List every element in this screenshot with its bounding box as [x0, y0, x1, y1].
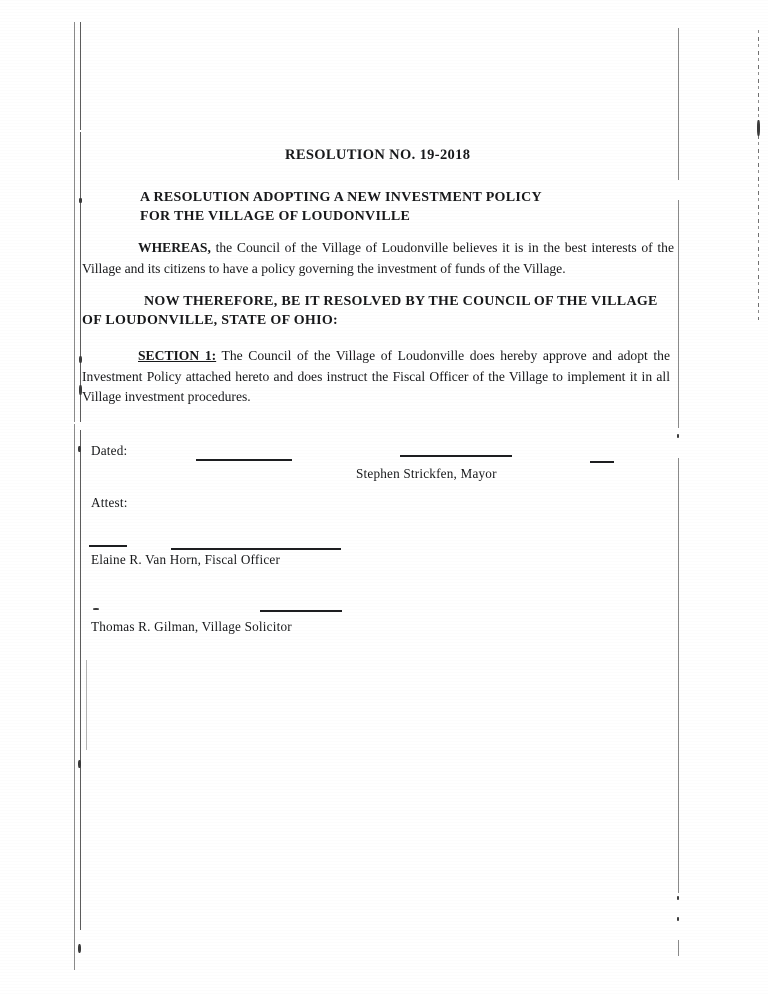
scan-edge-artifact-left-inner-lower	[80, 430, 81, 930]
solicitor-signature-rule	[260, 610, 342, 612]
scan-edge-artifact-left-outer	[74, 22, 75, 422]
section-1-label: SECTION 1:	[138, 348, 217, 363]
dated-label: Dated:	[91, 443, 128, 458]
fiscal-officer-rule-right	[171, 548, 341, 550]
resolve-clause-line-1: NOW THEREFORE, BE IT RESOLVED BY THE COUNCIL OF THE VILLAGE	[144, 294, 658, 309]
section-1-text: The Council of the Village of Loudonville does hereby approve and adopt the Investment Policy attached hereto and does instruct the Fiscal Officer of the Village to implement it in all Village investment procedures.	[82, 348, 670, 404]
mayor-signature-rule	[400, 455, 512, 457]
resolution-heading-line-1: A RESOLUTION ADOPTING A NEW INVESTMENT POLICY	[140, 190, 542, 205]
resolve-clause-line-2: OF LOUDONVILLE, STATE OF OHIO:	[82, 313, 338, 328]
scan-edge-artifact-right-upper	[678, 28, 679, 180]
scan-edge-artifact-right-tail	[678, 690, 679, 893]
scan-speck-left-bottom	[78, 760, 81, 768]
scan-speck-left-footer	[78, 944, 81, 953]
document-body	[82, 0, 678, 994]
solicitor-rule-speck	[93, 608, 99, 610]
resolution-heading-line-2: FOR THE VILLAGE OF LOUDONVILLE	[140, 209, 411, 224]
solicitor-name: Thomas R. Gilman, Village Solicitor	[91, 619, 292, 634]
scan-edge-artifact-right-middle	[678, 200, 679, 428]
scan-edge-artifact-far-right	[758, 30, 759, 320]
whereas-paragraph	[82, 238, 674, 279]
scan-edge-artifact-left-third	[86, 660, 87, 750]
attest-label: Attest:	[91, 495, 128, 510]
scan-speck-left-upper	[79, 198, 82, 203]
scan-speck-far-right	[757, 120, 760, 136]
scan-speck-left-dated	[78, 446, 81, 452]
scan-edge-artifact-right-footer	[678, 940, 679, 956]
fiscal-officer-name: Elaine R. Van Horn, Fiscal Officer	[91, 552, 281, 567]
dated-signature-rule	[196, 459, 292, 461]
mayor-name: Stephen Strickfen, Mayor	[356, 466, 497, 481]
fiscal-officer-rule-left	[89, 545, 127, 547]
whereas-text: the Council of the Village of Loudonville believes it is in the best interests of the Village and its citizens to have a policy governing the investment of funds of the Village.	[82, 240, 674, 276]
scan-edge-artifact-right-lower	[678, 458, 679, 690]
page-title: RESOLUTION NO. 19-2018	[285, 147, 471, 163]
whereas-label: WHEREAS,	[138, 240, 211, 255]
section-1-paragraph	[82, 346, 670, 408]
scan-edge-artifact-left-outer-lower	[74, 424, 75, 970]
scan-edge-artifact-left-inner	[80, 22, 81, 130]
mayor-signature-rule-stub	[590, 461, 614, 463]
